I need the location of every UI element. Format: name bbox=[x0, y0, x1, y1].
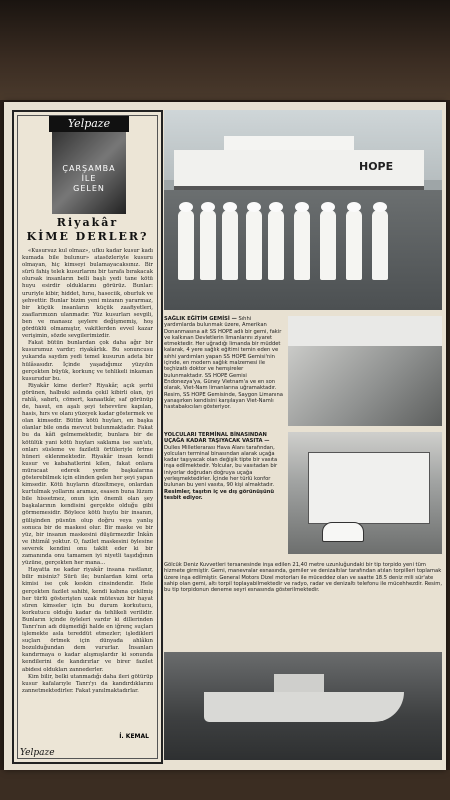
background-top bbox=[0, 0, 450, 100]
boat-hull bbox=[204, 692, 404, 722]
masthead-logo: Yelpaze bbox=[49, 116, 129, 132]
caption-tail: Resimler, taşıtın iç ve dış görünüşünü tesbit ediyor. bbox=[164, 488, 275, 501]
caption-terminal-vehicle bbox=[164, 432, 284, 501]
caption-body: Gölcük Deniz Kuvvetleri tersanesinde inşa edilen 21,40 metre uzunluğundaki bir tip torpido yeni tüm hizmete girmiştir. Gemi, manevralar esnasında, gemiler ve denizaltılar tarafından atılan torpilleri toplamak üzere inşa edilmiştir. General Motors Dizel motorları ile müceddez olan ve saatte 18.5 deniz mili sür'ate sahip olan gemi, altı torpil toplayabilmektedir ve radyo, radar ve denizaltı telefonu ile mücehhezdir. Resim, bu tip torpidonun deneme seyri esnasında gösterilmektedir. bbox=[164, 562, 442, 594]
nurse-figure bbox=[222, 210, 238, 280]
photo-caption bbox=[52, 164, 126, 194]
caption-line-2: İLE bbox=[81, 174, 97, 183]
headline-line-2: KİME DERLER? bbox=[26, 230, 149, 243]
paragraph: Hayatta ne kadar riyakâr insana rastlanır, bilir misiniz? Sürü ile; bunlardan kimi orta kimisi ise çok keskin cinsindendir. Hele gerçekten fazilet sahibi, kendi kabına çekilmiş her türlü gösterişten uzak mütevazı bir hayat süren kimseler için bu durum korkutucu, korkutucu olduğu kadar da tehlikeli verilidir. Bunların içinde öyleleri vardır ki dillerinden Tanrı'nın adı düşmediği halde en iğrenç suçları işlemekte asla tereddüt etmezler; işledikleri suçları örtmek için dünyada ahlâkın bozulduğundan dem vururlar. İnsanları kandırmaya o kadar alışmışlardır ki sonunda kendilerini de kandırırlar ve birer fazilet abidesi oldukları zannederler. bbox=[22, 567, 153, 673]
footer-logo: Yelpaze bbox=[20, 748, 55, 758]
left-column-article bbox=[12, 110, 163, 764]
nurse-figure bbox=[200, 210, 216, 280]
ship-name: HOPE bbox=[359, 160, 394, 173]
nurse-figure bbox=[246, 210, 262, 280]
nurse-figure bbox=[346, 210, 362, 280]
caption-line-3: GELEN bbox=[73, 184, 105, 193]
column-photo bbox=[52, 132, 126, 214]
window-strip bbox=[288, 316, 442, 346]
car bbox=[322, 522, 364, 542]
mobile-lounge-vehicle bbox=[308, 452, 430, 524]
caption-body: Dulles Milletlerarası Hava Alanı tarafından, yolcuları terminal binasından alarak uçağa kadar taşıyacak olan değişik tipte bir vasıta inşa edilmektedir. Yolcular, bu vasıtadan bir iniyorlar doğrudan doğruya uçağa yerleşmektedirler. İçinde her türlü konfor bulunan bu yeni vasıta, 90 kişi almaktadır. bbox=[164, 444, 278, 489]
terminal-interior-photo bbox=[288, 316, 442, 426]
nurse-figure bbox=[178, 210, 194, 280]
nurse-figure bbox=[294, 210, 310, 280]
hospital-ship-photo bbox=[164, 110, 442, 310]
torpedo-boat-photo bbox=[164, 652, 442, 760]
nurse-figure bbox=[320, 210, 336, 280]
nurse-figure bbox=[372, 210, 388, 280]
paragraph: Riyakâr kime derler? Riyakâr, açık şerhi görünen, halbuki aslında çekil kibirli olan, iyi rahlâ, sabırlı, cömert, kanaatkâr, saf görünüp de, hasut, en aşalı şeyi tehevvüre kapılan, hasis, hırs ve olanı yüzeyek kadar göstermek ve olan kimsedir. Bütün kötü huyları, en başka olanlar bile onda mevcut bulunmaktadır. Fakat bu da kâfi gelmemektedir, bunlara bir de kötülük yani kötü huyları saklama ise san'atı, onları süsleme ve faziletli örtüleriyle örtme hüneri eklenmektedir. Riyakâr insan kendi kusur ve kabahatlerini kilen, fakat onlara müracaat ederek yerde başkalarına gösterebilmek için elinden gelen her şeyi yapan kimsedir. Kötü huyların düzeltmeye, onlardan kurtulmak yollarını aramaz, esasen buna lüzum bile hissetmez, onun için önemli olan şey başkalarının kendisini gerçekte olduğu gibi görmemesidir. Böylece kötü huylu bir insanın, gülişinden püsnün olup doğru veya yanlış sonuca bir de maskesi olur. Bir maske ve bir yüz, bir insanın maskesini düşürmezdir İnkân ve ihtimâl yoktur. O, fazilet maskesini öylesine severek kendini onu taklit eder ki bir zamanında onu tamamen iyi niyetli taşıdığının yüzüne, gerçekten her mana... bbox=[22, 382, 153, 567]
paragraph: «Kusursuz kul olmaz», ufku kadar kusur kadı kumada bile bulunur» atasözleriyle kusuru olmayan, hiç kimseyi bulamayacaksınız. Bir sürü fahiş telek kusurlarını bir tarafa bırakacak olursak insanların belli başlı yedi tane kötü huyu esirdir olduklarını görürüz. Bunlar: ururiyle kibir, hiddet, hırsı, haseciik, oburluk ve şehvettir. Bunlar bizim yeni mizanın yararmaz, bir küçük insanların küçük zaafiyetleri, zaaflarımızın ulanmadır. Yüz kusurları sevgili, ben ve manasız şeylere değişmemiş, hoş gördüklü olmamıştır, vakitlerden evvel kazar verişimin, sözde sevgilerimizdir. bbox=[22, 248, 153, 340]
caption-title: YOLCULARI TERMİNAL BİNASINDAN UÇAĞA KADAR TAŞIYACAK VASITA — bbox=[164, 432, 270, 445]
caption-hospital-ship bbox=[164, 316, 284, 410]
boat-cabin bbox=[274, 674, 324, 694]
article-body bbox=[22, 248, 153, 695]
nurse-figure bbox=[268, 210, 284, 280]
background-bottom bbox=[0, 770, 450, 800]
headline-line-1: Riyakâr bbox=[56, 216, 119, 229]
author-signature: İ. KEMAL bbox=[119, 733, 149, 740]
magazine-page bbox=[4, 102, 446, 770]
paragraph: Fakat bütün bunlardan çok daha ağır bir kusurumuz vardır; riyakârlık. Bu sonuncusu yukarıda saydım yedi temel kusurun adeta bir hülâsasıdır. İçinde yaşadığımız yüzyılın gerçekten büyük, korkunç ve tehlikeli inkaman kusurudur bu. bbox=[22, 340, 153, 382]
terminal-vehicle-photo bbox=[288, 432, 442, 554]
caption-line-1: ÇARŞAMBA bbox=[62, 164, 116, 173]
caption-title: SAĞLIK EĞİTİM GEMİSİ — bbox=[164, 316, 237, 322]
caption-torpedo-boat bbox=[164, 562, 442, 593]
right-column-photos bbox=[164, 110, 442, 760]
caption-body: Sıhhi yardımlarda bulunmak üzere, Amerikan Donanmasına ait SS HOPE adlı bir gemi, fakir ve kalkınan Devletlerin limanlarını ziyaret etmektedir. Her uğradığı limanda bir müddet kalarak, 4 yere sağlık eğitimi temin eden ve sıhhi yardımları yapan SS HOPE Gemisi'nin içinde, en modern sağlık malzemesi ile teçhizatlı doktor ve hemşireler bulunmaktadır. SS HOPE Gemisi Endonezya'ya, Güney Vietnam'a ve en son olarak, Viet-Nam limanlarına uğramaktadır. Resim, SS HOPE Gemisinde, Saygon Limanına yanaşırken kendisini karşılayan Viet-Namlı hastabakıcıları gösteriyor. bbox=[164, 316, 283, 411]
paragraph: Kim bilir, belki utanmadığı daha ileri götürüp kusur kafalarıyle Tanrı'yı da kandırdıklarını zannetmektedirler. Fakat yanılmaktadırlar. bbox=[22, 673, 153, 694]
